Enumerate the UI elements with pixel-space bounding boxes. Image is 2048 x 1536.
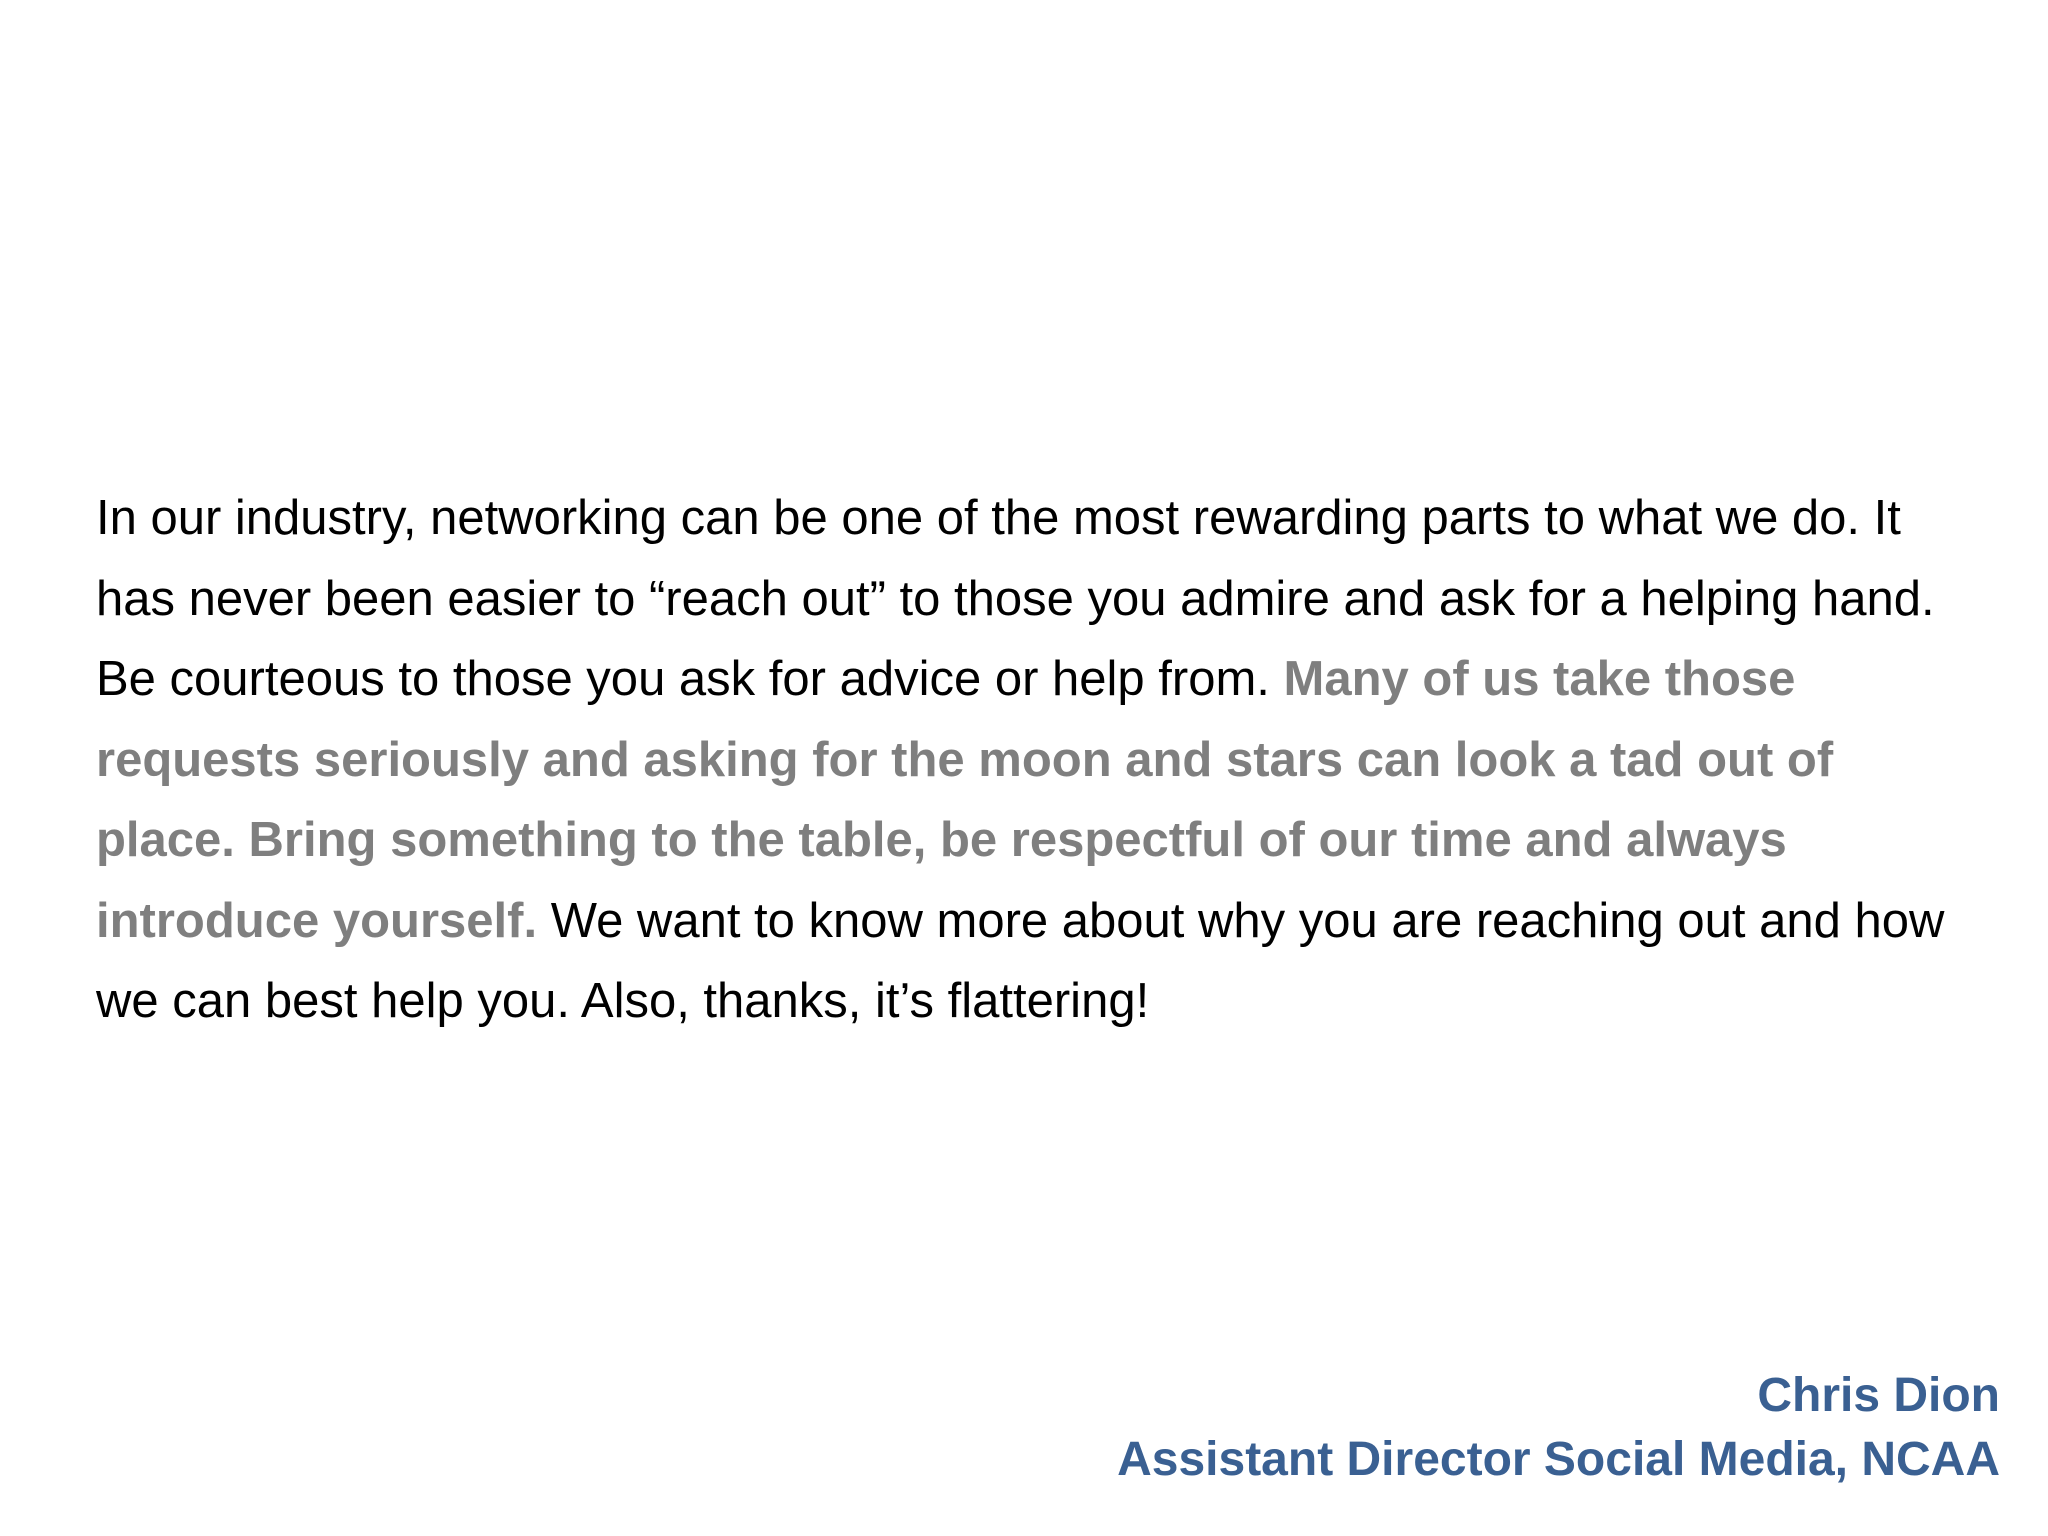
quote-emphasis: Many of us take those requests seriously and asking for the moon and stars can look a tad out of place. Bring something to the table, be respectful of our time and always introduce yourself. xyxy=(96,652,1834,948)
quote-closing: We want to know more about why you are reaching out and how we can best help you. Also, thanks, it’s flattering! xyxy=(96,893,1945,1028)
quote-body xyxy=(96,478,1956,1042)
attribution-title: Assistant Director Social Media, NCAA xyxy=(1117,1433,2000,1486)
quote-intro: In our industry, networking can be one of the most rewarding parts to what we do. It has never been easier to “reach out” to those you admire and ask for a helping hand. Be courteous to those you ask for advice or help from. xyxy=(96,491,1935,706)
attribution xyxy=(1117,1364,2000,1492)
attribution-name: Chris Dion xyxy=(1757,1369,2000,1422)
